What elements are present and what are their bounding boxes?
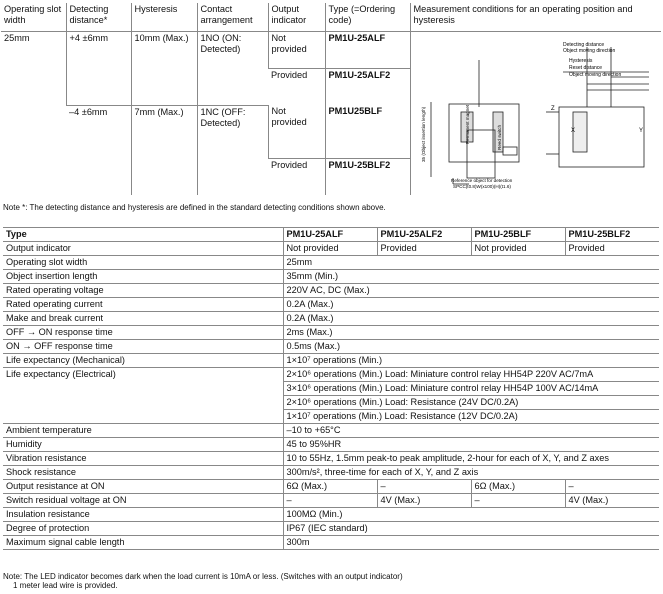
label-reference-spec: SPCC(t0.8)W(x100)(H)(t1.6) [452,184,511,189]
label-z: Z [550,106,555,112]
spec-label: Rated operating voltage [3,284,283,298]
note-led-indicator [3,572,403,590]
spec-value: Not provided [283,242,377,256]
label-reed: Reed switch [496,124,502,150]
spec-header-type: Type [3,228,283,242]
indicator-value: Provided [271,160,308,170]
header-detecting-distance: Detecting distance* [66,3,131,32]
spec-label: Degree of protection [3,522,283,536]
spec-value: 2ms (Max.) [283,326,659,340]
spec-value: Provided [377,242,471,256]
sensor-diagram [411,32,662,192]
contact-value: 1NO (ON: Detected) [197,32,268,106]
spec-value: IP67 (IEC standard) [283,522,659,536]
spec-label: Rated operating current [3,298,283,312]
spec-label: Life expectancy (Mechanical) [3,354,283,368]
label-magnet: Permanent magnet [464,104,470,144]
spec-value: – [283,494,377,508]
spec-value: 10 to 55Hz, 1.5mm peak-to peak amplitude, 2-hour for each of X, Y, and Z axes [283,452,659,466]
spec-value: 2×10⁶ operations (Min.) Load: Resistance (24V DC/0.2A) [283,396,659,410]
label-reference: Reference object for detection [450,178,512,183]
spec-label: Object insertion length [3,270,283,284]
header-contact: Contact arrangement [197,3,268,32]
sensor-body [449,104,519,162]
spec-value: Not provided [471,242,565,256]
label-reset-distance: Reset distance [568,65,602,71]
spec-value: 25mm [283,256,659,270]
type-code: PM1U25BLF [325,105,410,159]
spec-value: 0.5ms (Max.) [283,340,659,354]
header-output-indicator: Output indicator [268,3,325,32]
spec-value: – [377,480,471,494]
slot-width-value: 25mm [4,33,30,43]
spec-label: Operating slot width [3,256,283,270]
label-moving-direction-1: Object moving direction [562,48,615,54]
header-type: Type (=Ordering code) [325,3,410,32]
note-line: 1 meter lead wire is provided. [13,581,118,590]
note-line: Note: The LED indicator becomes dark when the load current is 10mA or less. (Switches with an output indicator) [3,572,403,581]
spec-value: 45 to 95%HR [283,438,659,452]
spec-label: Humidity [3,438,283,452]
header-slot-width: Operating slot width [1,3,66,32]
spec-label: ON → OFF response time [3,340,283,354]
type-code: PM1U-25ALF [325,32,410,69]
model-table [1,3,661,195]
contact-value: 1NC (OFF: Detected) [197,105,268,195]
note-detecting-distance: Note *: The detecting distance and hysteresis are defined in the standard detecting conditions shown above. [3,203,386,212]
spec-value: 2×10⁶ operations (Min.) Load: Miniature control relay HH54P 220V AC/7mA [283,368,659,382]
spec-label: Ambient temperature [3,424,283,438]
hysteresis-value: 7mm (Max.) [131,105,197,195]
spec-value: 1×10⁷ operations (Min.) [283,354,659,368]
spec-header-model: PM1U-25BLF2 [565,228,659,242]
label-y: Y [638,128,643,134]
spec-value: 1×10⁷ operations (Min.) Load: Resistance (12V DC/0.2A) [283,410,659,424]
spec-label: Switch residual voltage at ON [3,494,283,508]
distance-value: +4 ±6mm [66,32,131,106]
distance-value: –4 ±6mm [69,106,108,117]
label-x: X [570,128,575,134]
spec-value: 3×10⁶ operations (Min.) Load: Miniature control relay HH54P 100V AC/14mA [283,382,659,396]
type-code: PM1U-25BLF2 [325,159,410,196]
spec-value: Provided [565,242,659,256]
type-code: PM1U-25ALF2 [325,69,410,106]
spec-value: –10 to +65°C [283,424,659,438]
spec-value: 6Ω (Max.) [283,480,377,494]
spec-header-model: PM1U-25ALF2 [377,228,471,242]
spec-value: 35mm (Min.) [283,270,659,284]
spec-table [3,227,659,550]
sensor-side-body [559,107,644,167]
spec-value: 0.2A (Max.) [283,312,659,326]
label-detecting-distance: Detecting distance [562,42,604,48]
spec-value: 220V AC, DC (Max.) [283,284,659,298]
spec-label: Shock resistance [3,466,283,480]
header-measurement: Measurement conditions for an operating position and hysteresis [410,3,661,32]
spec-header-model: PM1U-25BLF [471,228,565,242]
spec-label: Output indicator [3,242,283,256]
hysteresis-value: 10mm (Max.) [131,32,197,106]
spec-value: 300m/s², three-time for each of X, Y, and Z axis [283,466,659,480]
measurement-diagram [410,32,661,196]
spec-value: 100MΩ (Min.) [283,508,659,522]
spec-value: 6Ω (Max.) [471,480,565,494]
indicator-value: Provided [271,70,308,80]
spec-label: OFF → ON response time [3,326,283,340]
spec-label: Output resistance at ON [3,480,283,494]
spec-value: 4V (Max.) [377,494,471,508]
label-hysteresis: Hysteresis [568,58,592,64]
header-hysteresis: Hysteresis [131,3,197,32]
indicator-value: Not provided [268,32,325,69]
spec-label: Maximum signal cable length [3,536,283,550]
spec-header-model: PM1U-25ALF [283,228,377,242]
spec-value: – [565,480,659,494]
label-moving-direction-2: Object moving direction [568,72,621,78]
spec-value: 0.2A (Max.) [283,298,659,312]
spec-value: 300m [283,536,659,550]
spec-label: Insulation resistance [3,508,283,522]
spec-label: Life expectancy (Electrical) [3,368,283,424]
indicator-value: Not provided [268,105,325,159]
spec-value: 4V (Max.) [565,494,659,508]
spec-label: Vibration resistance [3,452,283,466]
label-length: 35 (Object insertion length) [420,106,426,162]
spec-label: Make and break current [3,312,283,326]
spec-value: – [471,494,565,508]
